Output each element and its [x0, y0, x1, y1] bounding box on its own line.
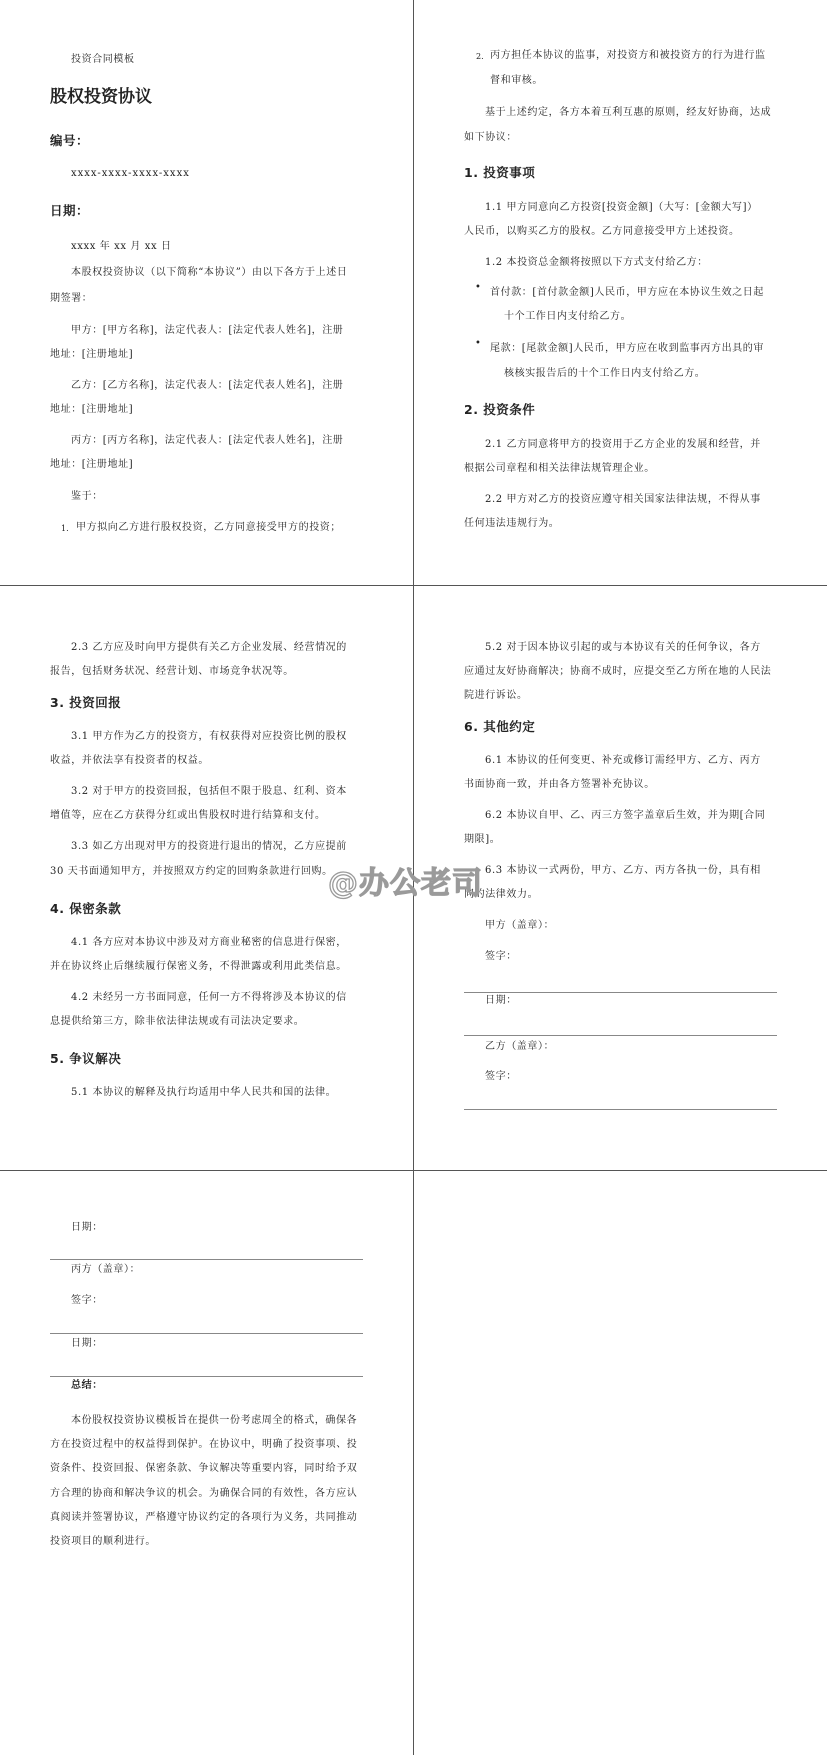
clause-1-2: 1.2 本投资总金额将按照以下方式支付给乙方： [485, 257, 708, 268]
clause-1-1-line-1: 1.1 甲方同意向乙方投资[投资金额]（大写：[金额大写]） [485, 202, 758, 213]
doc-title: 股权投资协议 [50, 87, 152, 107]
party-b-line-1: 乙方：[乙方名称]，法定代表人：[法定代表人姓名]，注册 [71, 380, 344, 391]
clause-1-1-line-2: 人民币，以购买乙方的股权。乙方同意接受甲方上述投资。 [464, 226, 740, 237]
basis-line-1: 基于上述约定，各方本着互利互惠的原则，经友好协商，达成 [485, 107, 772, 118]
section-3-heading: 3. 投资回报 [50, 695, 122, 710]
bullet-2-line-2: 核核实报告后的十个工作日内支付给乙方。 [504, 368, 706, 379]
signature-line-b [464, 1109, 777, 1110]
clause-2-3-line-1: 2.3 乙方应及时向甲方提供有关乙方企业发展、经营情况的 [71, 642, 347, 653]
bullet-1-line-2: 十个工作日内支付给乙方。 [504, 311, 632, 322]
page-1 [0, 0, 413, 585]
sig-sign-label-a: 签字： [485, 951, 517, 962]
recital-2-number: 2. [476, 52, 484, 61]
section-2-heading: 2. 投资条件 [464, 402, 536, 417]
date-value: xxxx 年 xx 月 xx 日 [71, 241, 172, 252]
sig-party-a: 甲方（盖章）： [485, 920, 555, 931]
clause-6-1-line-1: 6.1 本协议的任何变更、补充或修订需经甲方、乙方、丙方 [485, 755, 761, 766]
sig-sign-label-c: 签字： [71, 1295, 103, 1306]
sig-date-label-b: 日期： [71, 1222, 103, 1233]
sig-date-label-c: 日期： [71, 1338, 103, 1349]
basis-line-2: 如下协议： [464, 132, 517, 143]
clause-4-2-line-1: 4.2 未经另一方书面同意，任何一方不得将涉及本协议的信 [71, 992, 347, 1003]
summary-line-5: 真阅读并签署协议，严格遵守协议约定的各项行为义务，共同推动 [50, 1512, 358, 1523]
clause-3-2-line-1: 3.2 对于甲方的投资回报，包括但不限于股息、红利、资本 [71, 786, 347, 797]
intro-line-1: 本股权投资协议（以下简称“本协议”）由以下各方于上述日 [71, 267, 348, 278]
clause-4-2-line-2: 息提供给第三方，除非依法律法规或有司法决定要求。 [50, 1016, 305, 1027]
section-6-heading: 6. 其他约定 [464, 719, 536, 734]
template-label: 投资合同模板 [71, 54, 135, 65]
clause-3-3-line-2: 30 天书面通知甲方，并按照双方约定的回购条款进行回购。 [50, 866, 333, 877]
party-c-line-1: 丙方：[丙方名称]，法定代表人：[法定代表人姓名]，注册 [71, 435, 344, 446]
sig-party-b: 乙方（盖章）： [485, 1041, 555, 1052]
clause-6-1-line-2: 书面协商一致，并由各方签署补充协议。 [464, 779, 655, 790]
clause-6-2-line-1: 6.2 本协议自甲、乙、丙三方签字盖章后生效，并为期[合同 [485, 810, 766, 821]
party-a-line-1: 甲方：[甲方名称]，法定代表人：[法定代表人姓名]，注册 [71, 325, 344, 336]
summary-line-2: 方在投资过程中的权益得到保护。在协议中，明确了投资事项、投 [50, 1439, 358, 1450]
summary-line-4: 方合理的协商和解决争议的机会。为确保合同的有效性，各方应认 [50, 1488, 358, 1499]
witness-label: 鉴于： [71, 491, 103, 502]
clause-5-1: 5.1 本协议的解释及执行均适用中华人民共和国的法律。 [71, 1087, 337, 1098]
party-b-line-2: 地址：[注册地址] [50, 404, 134, 415]
bullet-icon: • [475, 282, 481, 293]
number-label: 编号： [50, 133, 90, 148]
recital-1-number: 1. [61, 524, 69, 533]
clause-5-2-line-2: 应通过友好协商解决；协商不成时，应提交至乙方所在地的人民法 [464, 666, 772, 677]
bullet-icon: • [475, 338, 481, 349]
clause-3-1-line-1: 3.1 甲方作为乙方的投资方，有权获得对应投资比例的股权 [71, 731, 347, 742]
clause-6-3-line-2: 同的法律效力。 [464, 889, 539, 900]
section-1-heading: 1. 投资事项 [464, 165, 536, 180]
date-label: 日期： [50, 203, 90, 218]
sig-party-c: 丙方（盖章）： [71, 1264, 141, 1275]
summary-line-6: 投资项目的顺利进行。 [50, 1536, 156, 1547]
clause-2-2-line-2: 任何违法违规行为。 [464, 518, 560, 529]
party-a-line-2: 地址：[注册地址] [50, 349, 134, 360]
section-5-heading: 5. 争议解决 [50, 1051, 122, 1066]
summary-line-1: 本份股权投资协议模板旨在提供一份考虑周全的格式，确保各 [71, 1415, 358, 1426]
bullet-2-line-1: 尾款：[尾款金额]人民币，甲方应在收到监事丙方出具的审 [490, 343, 765, 354]
clause-2-1-line-2: 根据公司章程和相关法律法规管理企业。 [464, 463, 655, 474]
clause-6-2-line-2: 期限]。 [464, 834, 501, 845]
section-4-heading: 4. 保密条款 [50, 901, 122, 916]
clause-4-1-line-2: 并在协议终止后继续履行保密义务，不得泄露或利用此类信息。 [50, 961, 347, 972]
number-value: xxxx-xxxx-xxxx-xxxx [71, 168, 190, 179]
clause-5-2-line-1: 5.2 对于因本协议引起的或与本协议有关的任何争议，各方 [485, 642, 761, 653]
page-2 [414, 0, 827, 585]
summary-label: 总结： [71, 1380, 103, 1391]
clause-3-1-line-2: 收益，并依法享有投资者的权益。 [50, 755, 209, 766]
clause-3-2-line-2: 增值等，应在乙方获得分红或出售股权时进行结算和支付。 [50, 810, 326, 821]
party-c-line-2: 地址：[注册地址] [50, 459, 134, 470]
watermark: @办公老司 [328, 866, 483, 901]
clause-4-1-line-1: 4.1 各方应对本协议中涉及对方商业秘密的信息进行保密， [71, 937, 347, 948]
sig-sign-label-b: 签字： [485, 1071, 517, 1082]
clause-3-3-line-1: 3.3 如乙方出现对甲方的投资进行退出的情况，乙方应提前 [71, 841, 347, 852]
page-5 [0, 1171, 413, 1755]
clause-2-1-line-1: 2.1 乙方同意将甲方的投资用于乙方企业的发展和经营，并 [485, 439, 761, 450]
intro-line-2: 期签署： [50, 293, 93, 304]
page-6-blank [414, 1171, 827, 1755]
recital-2-line-1: 丙方担任本协议的监事，对投资方和被投资方的行为进行监 [490, 50, 766, 61]
clause-6-3-line-1: 6.3 本协议一式两份，甲方、乙方、丙方各执一份，具有相 [485, 865, 761, 876]
sig-date-label-a: 日期： [485, 995, 517, 1006]
recital-1-text: 甲方拟向乙方进行股权投资，乙方同意接受甲方的投资； [76, 522, 341, 533]
recital-2-line-2: 督和审核。 [490, 75, 543, 86]
clause-2-2-line-1: 2.2 甲方对乙方的投资应遵守相关国家法律法规，不得从事 [485, 494, 761, 505]
clause-2-3-line-2: 报告，包括财务状况、经营计划、市场竞争状况等。 [50, 666, 294, 677]
bullet-1-line-1: 首付款：[首付款金额]人民币，甲方应在本协议生效之日起 [490, 287, 765, 298]
summary-line-3: 资条件、投资回报、保密条款、争议解决等重要内容，同时给予双 [50, 1463, 358, 1474]
clause-5-2-line-3: 院进行诉讼。 [464, 690, 528, 701]
